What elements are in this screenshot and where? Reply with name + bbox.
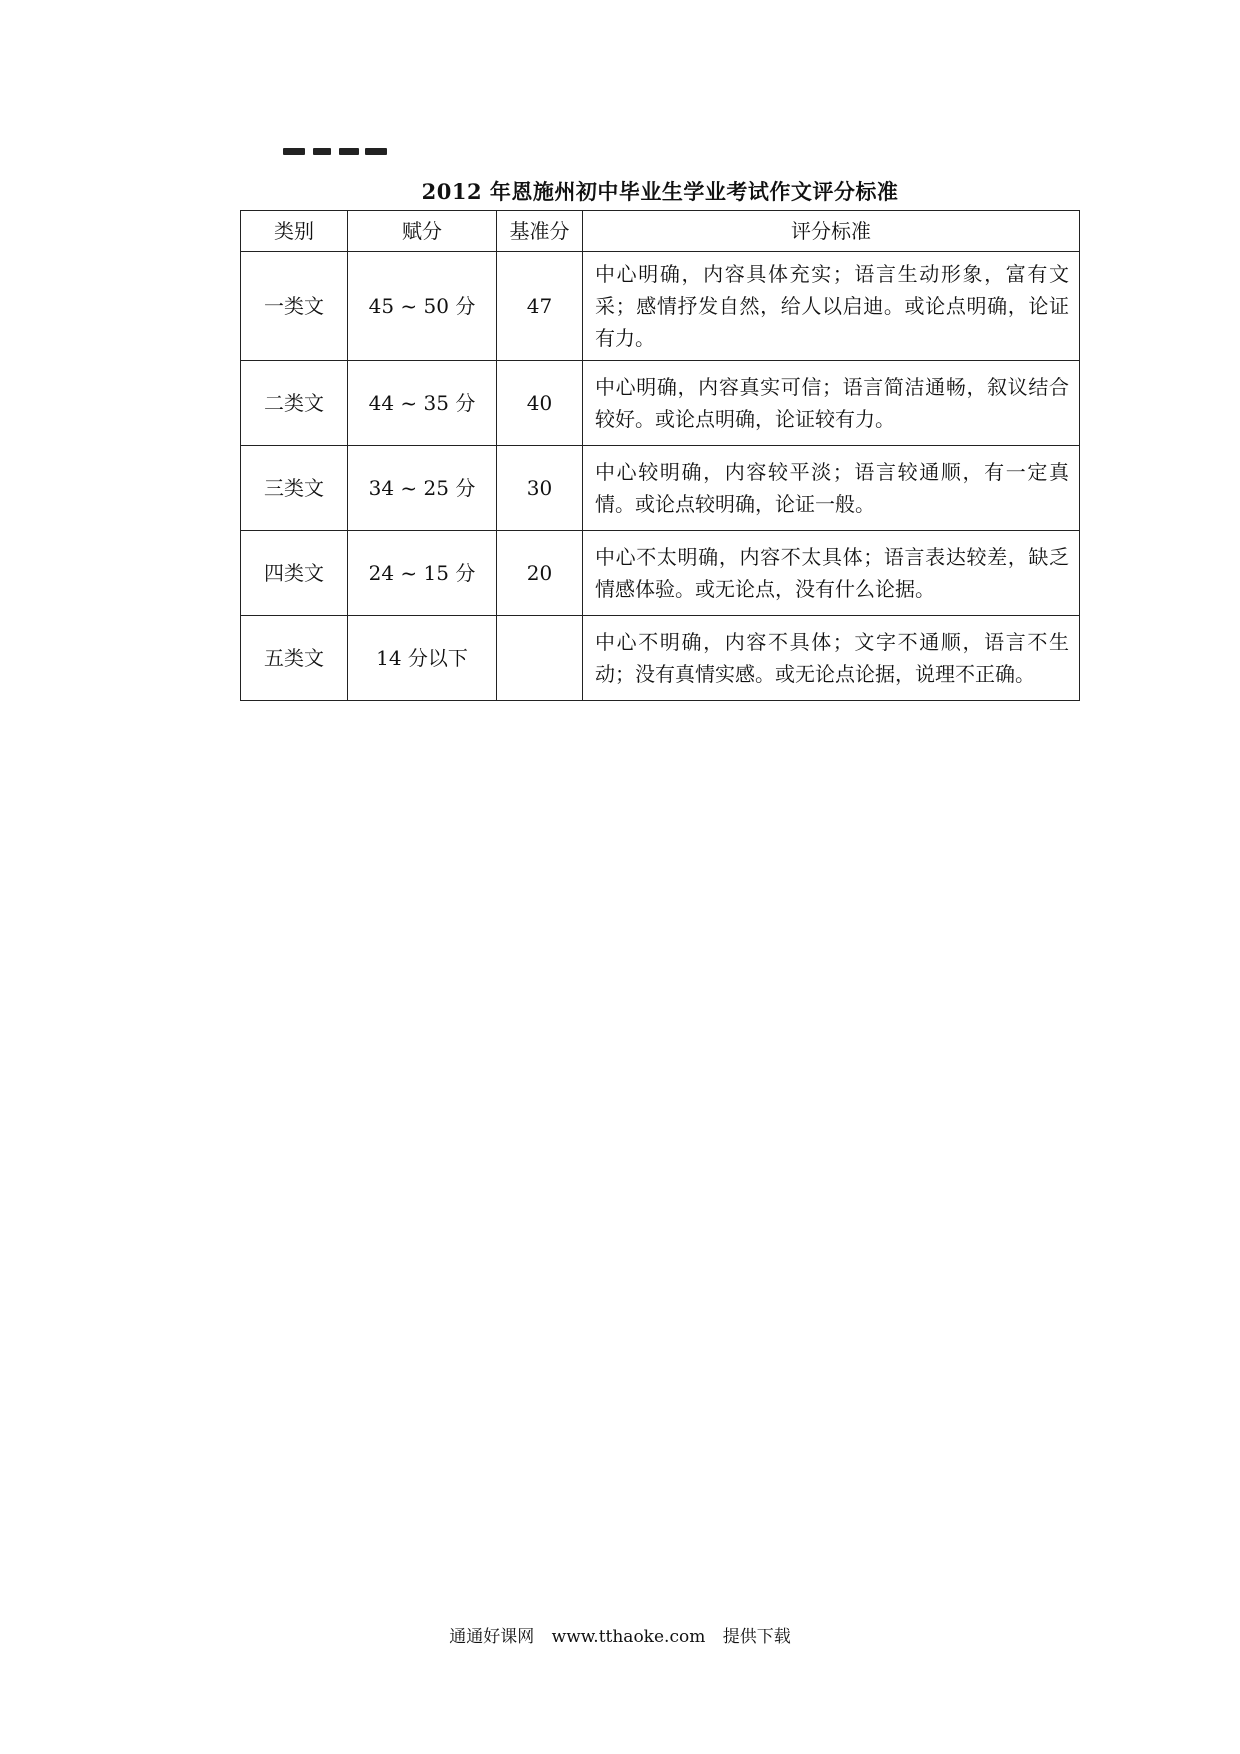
footer-note: 提供下载 — [722, 1627, 791, 1647]
cropped-text-fragment — [283, 148, 393, 160]
row-score: 45 ~ 50 分 — [348, 252, 497, 361]
row-base-score: 20 — [497, 531, 583, 616]
table-row — [241, 531, 1080, 616]
row-category: 四类文 — [241, 531, 348, 616]
row-base-score: 47 — [497, 252, 583, 361]
row-criteria: 中心不太明确，内容不太具体；语言表达较差，缺乏情感体验。或无论点，没有什么论据。 — [583, 531, 1080, 616]
header-category: 类别 — [241, 211, 348, 252]
row-category: 一类文 — [241, 252, 348, 361]
row-score: 14 分以下 — [348, 616, 497, 701]
footer-url: www.tthaoke.com — [551, 1627, 706, 1647]
header-base-score: 基准分 — [497, 211, 583, 252]
table-row — [241, 616, 1080, 701]
table-row — [241, 252, 1080, 361]
table-row — [241, 361, 1080, 446]
page-title: 2012 年恩施州初中毕业生学业考试作文评分标准 — [421, 179, 899, 204]
table-header-row — [241, 211, 1080, 252]
header-criteria: 评分标准 — [583, 211, 1080, 252]
row-base-score — [497, 616, 583, 701]
footer-site-name: 通通好课网 — [449, 1627, 535, 1647]
row-criteria: 中心明确，内容具体充实；语言生动形象，富有文采；感情抒发自然，给人以启迪。或论点明确，论证有力。 — [583, 252, 1080, 361]
row-criteria: 中心不明确，内容不具体；文字不通顺，语言不生动；没有真情实感。或无论点论据，说理不正确。 — [583, 616, 1080, 701]
row-base-score: 40 — [497, 361, 583, 446]
row-category: 三类文 — [241, 446, 348, 531]
row-category: 二类文 — [241, 361, 348, 446]
row-category: 五类文 — [241, 616, 348, 701]
row-criteria: 中心明确，内容真实可信；语言简洁通畅，叙议结合较好。或论点明确，论证较有力。 — [583, 361, 1080, 446]
header-score: 赋分 — [348, 211, 497, 252]
row-score: 24 ~ 15 分 — [348, 531, 497, 616]
row-criteria: 中心较明确，内容较平淡；语言较通顺，有一定真情。或论点较明确，论证一般。 — [583, 446, 1080, 531]
scoring-table — [240, 210, 1080, 701]
table-row — [241, 446, 1080, 531]
row-base-score: 30 — [497, 446, 583, 531]
row-score: 44 ~ 35 分 — [348, 361, 497, 446]
row-score: 34 ~ 25 分 — [348, 446, 497, 531]
page-footer — [0, 1622, 1240, 1647]
